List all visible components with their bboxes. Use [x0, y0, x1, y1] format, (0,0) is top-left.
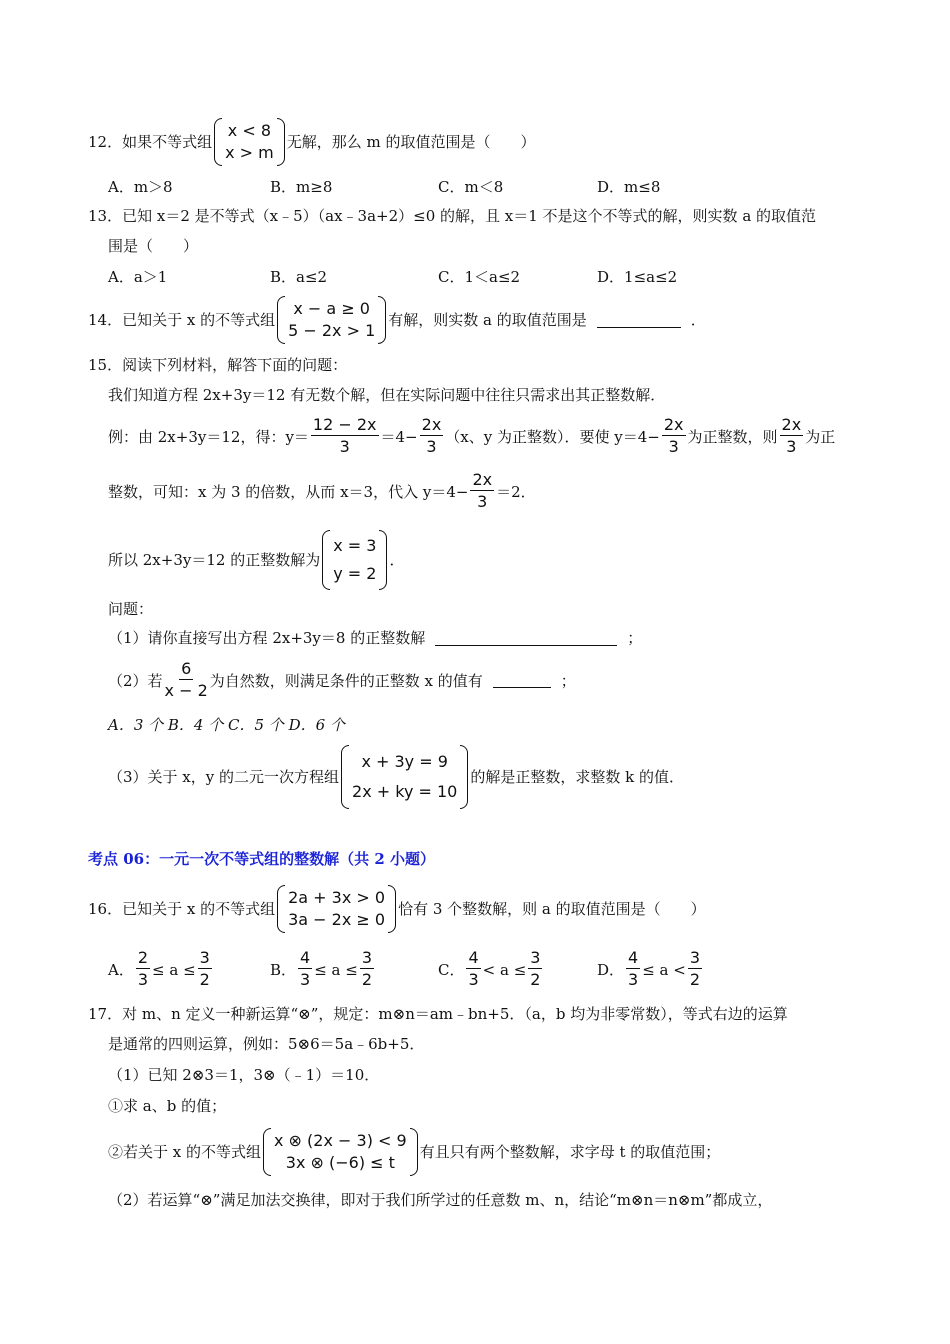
q17-part-2: （2）若运算“⊗”满足加法交换律，即对于我们所学过的任意数 m、n，结论“m⊗n＝n⊗m”都成立，	[108, 1191, 773, 1209]
denominator: 3	[339, 437, 350, 456]
fraction	[780, 415, 804, 458]
inequality-system	[214, 118, 285, 166]
q14-stem-end: 有解，则实数 a 的取值范围是	[388, 311, 587, 329]
option-label: B．	[270, 961, 297, 979]
numerator: 2x	[781, 415, 802, 434]
text: （3）关于 x，y 的二元一次方程组	[108, 768, 340, 786]
fraction	[626, 948, 640, 991]
numerator: 2x	[472, 470, 493, 489]
text: 为正	[805, 427, 836, 446]
option-a: A．m＞8	[108, 178, 173, 196]
q15-example	[108, 415, 835, 458]
text: ．	[389, 551, 405, 569]
option-b: B．m≥8	[270, 178, 333, 196]
text: （x、y 为正整数）．要使 y＝4−	[445, 427, 660, 446]
text: 所以 2x+3y＝12 的正整数解为	[108, 551, 321, 569]
denominator: 2	[689, 970, 701, 989]
fraction	[298, 948, 312, 991]
q15-conclusion	[108, 530, 404, 590]
numerator: 2x	[421, 415, 442, 434]
relation: ≤ a ≤	[314, 960, 358, 979]
numerator: 6	[181, 659, 192, 678]
fraction	[662, 415, 686, 458]
question-17: 17．对 m、n 定义一种新运算“⊗”，规定：m⊗n＝am﹣bn+5．（a，b 均为非零常数），等式右边的运算	[88, 1005, 788, 1023]
text: 恰有 3 个整数解，则 a 的取值范围是（ ）	[398, 900, 706, 918]
option-d: D．m≤8	[597, 178, 661, 196]
system-row: x − a ≥ 0	[293, 299, 370, 318]
denominator: 3	[628, 970, 639, 989]
q15-part-3	[108, 745, 684, 809]
option-b: B．a≤2	[270, 268, 328, 286]
denominator: x − 2	[164, 681, 208, 700]
denominator: 3	[468, 970, 479, 989]
fraction	[136, 948, 150, 991]
denominator: 3	[786, 437, 797, 456]
system-row: x + 3y = 9	[361, 752, 448, 771]
system-row: 2a + 3x > 0	[288, 888, 386, 907]
system-row: x < 8	[227, 121, 272, 140]
text: 16．已知关于 x 的不等式组	[88, 900, 276, 918]
fraction	[688, 948, 702, 991]
system-row: x ⊗ (2x − 3) < 9	[274, 1131, 407, 1150]
denominator: 2	[199, 970, 210, 989]
relation: < a ≤	[482, 960, 527, 979]
system-row: 3x ⊗ (−6) ≤ t	[285, 1153, 395, 1172]
q14-end: ．	[690, 311, 706, 329]
question-17-cont: 是通常的四则运算，例如：5⊗6＝5a﹣6b+5．	[108, 1035, 425, 1053]
q12-stem-end: 无解，那么 m 的取值范围是（ ）	[286, 133, 536, 151]
answer-blank[interactable]	[597, 313, 681, 328]
section-heading: 考点 06：一元一次不等式组的整数解（共 2 小题）	[88, 850, 435, 868]
option-c	[438, 948, 544, 991]
denominator: 3	[300, 970, 311, 989]
q12-stem: 12．如果不等式组	[88, 133, 213, 151]
question-15: 15．阅读下列材料，解答下面的问题：	[88, 356, 348, 374]
text: （2）若	[108, 671, 163, 690]
inequality-system	[277, 296, 386, 344]
inequality-system	[277, 885, 396, 933]
numerator: 4	[468, 948, 479, 967]
system-row: 2x + ky = 10	[352, 782, 458, 801]
text: ＝4−	[380, 427, 418, 446]
answer-blank[interactable]	[493, 673, 551, 688]
denominator: 3	[668, 437, 679, 456]
question-14	[88, 296, 706, 344]
q17-part-1: （1）已知 2⊗3＝1，3⊗（﹣1）＝10．	[108, 1066, 380, 1084]
fraction	[466, 948, 480, 991]
denominator: 3	[137, 970, 149, 989]
answer-blank[interactable]	[435, 631, 617, 646]
q15-intro: 我们知道方程 2x+3y＝12 有无数个解，但在实际问题中往往只需求出其正整数解．	[108, 386, 666, 404]
system-row: y = 2	[333, 564, 377, 583]
text: ＝2．	[496, 482, 536, 501]
fraction	[165, 659, 208, 702]
numerator: 4	[300, 948, 311, 967]
q15-choices: A．3 个 B．4 个 C．5 个 D．6 个	[108, 716, 345, 734]
option-b	[270, 948, 376, 991]
text: ；	[627, 629, 643, 647]
denominator: 2	[361, 970, 373, 989]
option-label: D．	[597, 961, 625, 979]
relation: ≤ a ≤	[152, 960, 196, 979]
numerator: 3	[199, 948, 210, 967]
fraction	[198, 948, 212, 991]
system-row: 3a − 2x ≥ 0	[288, 910, 386, 929]
equation-system	[341, 745, 468, 809]
q14-stem: 14．已知关于 x 的不等式组	[88, 311, 276, 329]
denominator: 3	[426, 437, 437, 456]
fraction	[470, 470, 494, 513]
question-13: 13．已知 x＝2 是不等式（x﹣5）（ax﹣3a+2）≤0 的解，且 x＝1 不是这个不等式的解，则实数 a 的取值范	[88, 207, 817, 225]
q15-question-label: 问题：	[108, 600, 154, 618]
q15-part-2	[108, 659, 576, 702]
question-16	[88, 885, 706, 933]
text: ；	[560, 671, 576, 690]
denominator: 2	[530, 970, 541, 989]
numerator: 3	[689, 948, 701, 967]
numerator: 4	[628, 948, 639, 967]
text: 有且只有两个整数解，求字母 t 的取值范围；	[419, 1143, 721, 1161]
system-row: 5 − 2x > 1	[288, 321, 376, 340]
equation-system	[322, 530, 387, 590]
relation: ≤ a <	[642, 960, 686, 979]
system-row: x > m	[225, 143, 274, 162]
fraction	[360, 948, 374, 991]
numerator: 12 − 2x	[312, 415, 377, 434]
option-c: C．1＜a≤2	[438, 268, 521, 286]
q17-sub-2	[108, 1128, 720, 1176]
denominator: 3	[477, 492, 488, 511]
text: ②若关于 x 的不等式组	[108, 1143, 261, 1161]
fraction	[528, 948, 542, 991]
question-13-cont: 围是（ ）	[108, 237, 199, 255]
option-label: C．	[438, 961, 465, 979]
option-a: A．a＞1	[108, 268, 168, 286]
question-12	[88, 118, 536, 166]
numerator: 3	[530, 948, 541, 967]
text: 整数，可知：x 为 3 的倍数，从而 x＝3，代入 y＝4−	[108, 482, 469, 501]
numerator: 2	[137, 948, 149, 967]
q15-part-1	[108, 628, 642, 648]
fraction	[311, 415, 379, 458]
option-label: A．	[108, 961, 134, 979]
option-d: D．1≤a≤2	[597, 268, 678, 286]
numerator: 2x	[663, 415, 684, 434]
q17-sub-1: ①求 a、b 的值；	[108, 1097, 227, 1115]
option-a	[108, 948, 214, 991]
text: 为正整数，则	[687, 427, 778, 446]
numerator: 3	[361, 948, 373, 967]
q15-continuation	[108, 470, 536, 513]
inequality-system	[263, 1128, 418, 1176]
system-row: x = 3	[333, 536, 377, 555]
fraction	[420, 415, 444, 458]
option-d	[597, 948, 704, 991]
text: 例：由 2x+3y＝12，得：y＝	[108, 427, 309, 446]
text: （1）请你直接写出方程 2x+3y＝8 的正整数解	[108, 629, 426, 647]
text: 的解是正整数，求整数 k 的值．	[470, 768, 684, 786]
text: 为自然数，则满足条件的正整数 x 的值有	[209, 671, 483, 690]
option-c: C．m＜8	[438, 178, 504, 196]
